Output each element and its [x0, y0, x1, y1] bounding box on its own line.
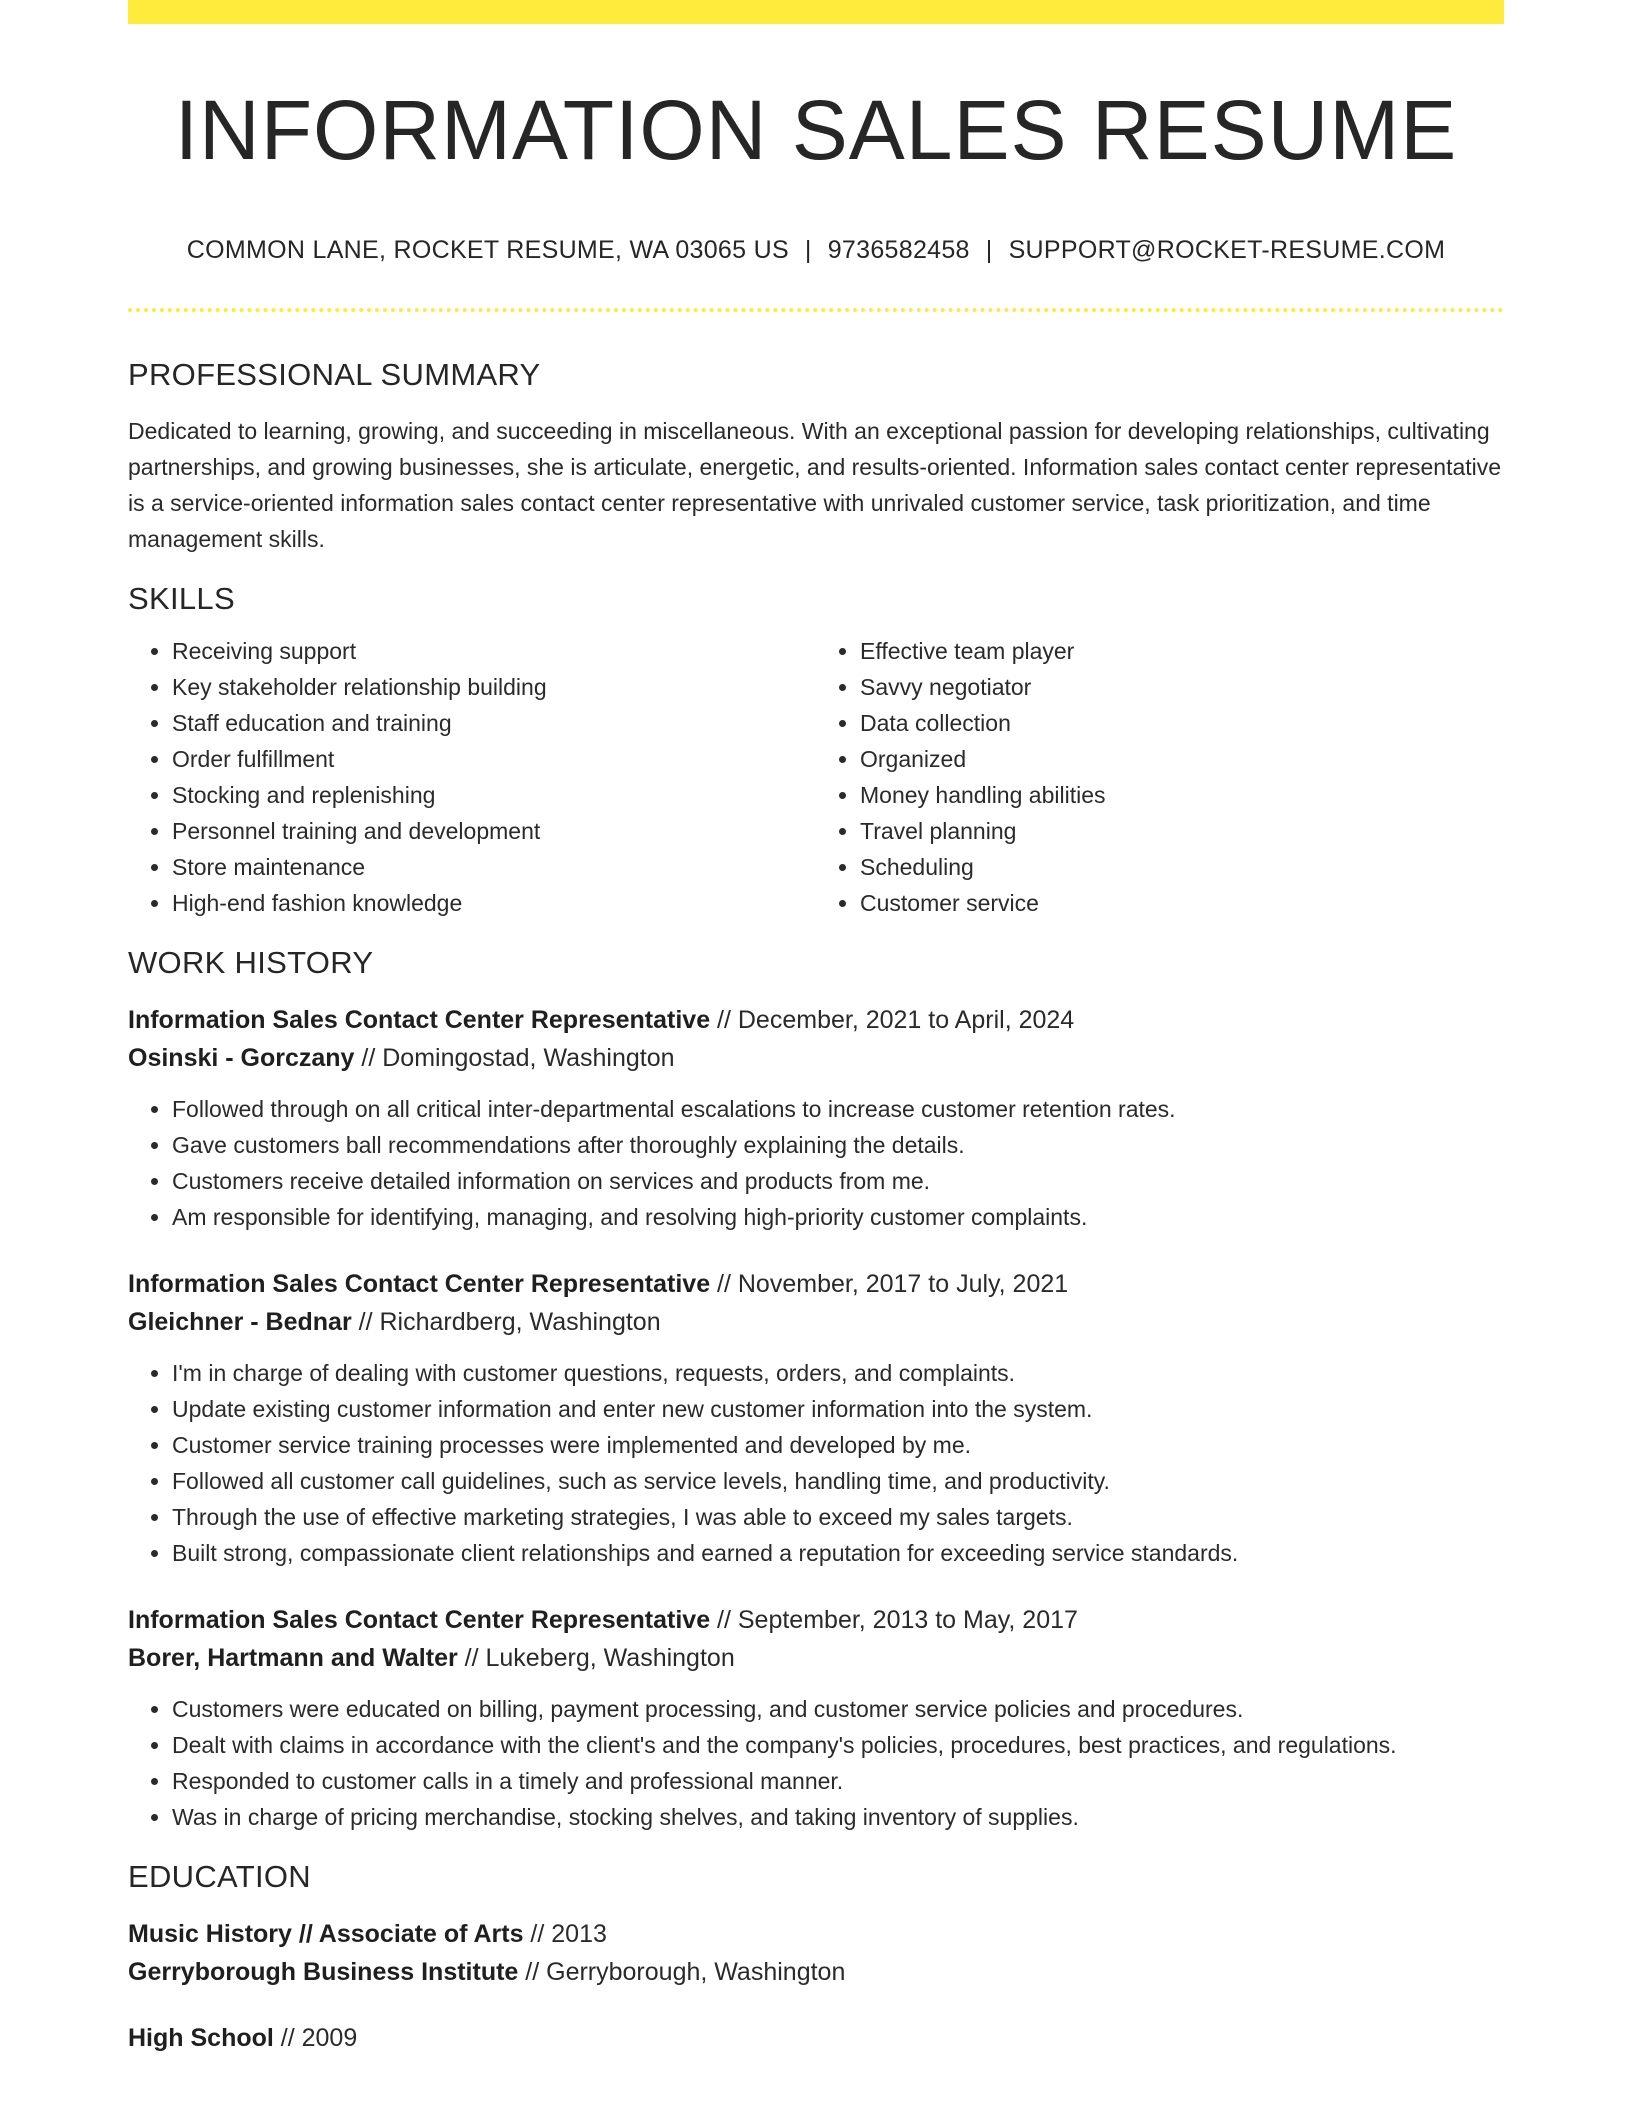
skill-item: • High-end fashion knowledge — [172, 885, 816, 921]
job-title: Information Sales Contact Center Representative — [128, 1006, 711, 1034]
skills-list-left — [128, 633, 816, 921]
education-location: // Gerryborough, Washington — [518, 1958, 846, 1986]
skill-item: • Receiving support — [172, 633, 816, 669]
job-company: Osinski - Gorczany — [128, 1044, 355, 1072]
job-bullet: • Responded to customer calls in a timely and professional manner. — [172, 1763, 1504, 1799]
job-title-line — [128, 1001, 1504, 1039]
job-dates: // September, 2013 to May, 2017 — [710, 1606, 1078, 1634]
education-school-line — [128, 1953, 1504, 1991]
job-bullet: • Through the use of effective marketing strategies, I was able to exceed my sales targets. — [172, 1499, 1504, 1535]
skill-item: • Effective team player — [860, 633, 1504, 669]
job-bullet: • Gave customers ball recommendations after thoroughly explaining the details. — [172, 1127, 1504, 1163]
job-title-line — [128, 1265, 1504, 1303]
job-entry — [128, 1001, 1504, 1235]
job-bullet: • Customer service training processes were implemented and developed by me. — [172, 1427, 1504, 1463]
summary-heading: PROFESSIONAL SUMMARY — [128, 357, 541, 392]
resume-title: INFORMATION SALES RESUME — [174, 83, 1458, 177]
skill-item: • Money handling abilities — [860, 777, 1504, 813]
job-bullet: • Followed through on all critical inter-departmental escalations to increase customer retention rates. — [172, 1091, 1504, 1127]
work-heading: WORK HISTORY — [128, 945, 374, 980]
skill-item: • Customer service — [860, 885, 1504, 921]
contact-email[interactable]: SUPPORT@ROCKET-RESUME.COM — [1008, 236, 1446, 264]
job-bullet: • Customers were educated on billing, payment processing, and customer service policies and procedures. — [172, 1691, 1504, 1727]
job-bullets — [128, 1091, 1504, 1235]
skill-item: • Data collection — [860, 705, 1504, 741]
education-entry — [128, 2019, 1504, 2057]
job-dates: // December, 2021 to April, 2024 — [710, 1006, 1075, 1034]
job-company-line — [128, 1039, 1504, 1077]
job-company: Borer, Hartmann and Walter — [128, 1644, 458, 1672]
skills-heading: SKILLS — [128, 581, 235, 616]
summary-section — [128, 355, 1504, 557]
job-bullet: • Dealt with claims in accordance with the client's and the company's policies, procedures, best practices, and regulations. — [172, 1727, 1504, 1763]
job-company: Gleichner - Bednar — [128, 1308, 352, 1336]
skill-item: • Savvy negotiator — [860, 669, 1504, 705]
contact-line — [128, 236, 1504, 265]
resume-content — [128, 355, 1504, 2057]
skill-item: • Scheduling — [860, 849, 1504, 885]
skill-item: • Order fulfillment — [172, 741, 816, 777]
job-bullet: • Followed all customer call guidelines, such as service levels, handling time, and productivity. — [172, 1463, 1504, 1499]
skill-item: • Organized — [860, 741, 1504, 777]
job-bullets — [128, 1691, 1504, 1835]
education-degree: Music History // Associate of Arts — [128, 1920, 524, 1948]
job-bullets — [128, 1355, 1504, 1571]
accent-top-bar — [128, 0, 1504, 24]
summary-text: Dedicated to learning, growing, and succeeding in miscellaneous. With an exceptional passion for developing relationships, cultivating partnerships, and growing businesses, she is articulate, energetic, and results-oriented. Information sales contact center representative is a service-oriented information sales contact center representative with unrivaled customer service, task prioritization, and time management skills. — [128, 418, 1502, 552]
education-degree-line — [128, 1915, 1504, 1953]
skills-columns — [128, 633, 1504, 921]
skills-list-right — [816, 633, 1504, 921]
education-heading: EDUCATION — [128, 1859, 311, 1894]
job-bullet: • Was in charge of pricing merchandise, stocking shelves, and taking inventory of supplies. — [172, 1799, 1504, 1835]
job-bullet: • Am responsible for identifying, managing, and resolving high-priority customer complaints. — [172, 1199, 1504, 1235]
contact-address: COMMON LANE, ROCKET RESUME, WA 03065 US — [186, 236, 789, 264]
education-degree-line — [128, 2019, 1504, 2057]
skill-item: • Store maintenance — [172, 849, 816, 885]
job-bullet: • Built strong, compassionate client relationships and earned a reputation for exceeding service standards. — [172, 1535, 1504, 1571]
job-bullet: • Update existing customer information and enter new customer information into the system. — [172, 1391, 1504, 1427]
education-school: Gerryborough Business Institute — [128, 1958, 519, 1986]
job-title: Information Sales Contact Center Representative — [128, 1270, 711, 1298]
contact-separator: | — [985, 236, 993, 264]
contact-phone[interactable]: 9736582458 — [827, 236, 970, 264]
education-entry — [128, 1915, 1504, 1991]
skill-item: • Travel planning — [860, 813, 1504, 849]
job-entry — [128, 1265, 1504, 1571]
job-dates: // November, 2017 to July, 2021 — [710, 1270, 1069, 1298]
skill-item: • Personnel training and development — [172, 813, 816, 849]
job-bullet: • Customers receive detailed information on services and products from me. — [172, 1163, 1504, 1199]
skill-item: • Key stakeholder relationship building — [172, 669, 816, 705]
skill-item: • Stocking and replenishing — [172, 777, 816, 813]
dotted-divider — [128, 308, 1504, 312]
education-year: // 2009 — [273, 2024, 358, 2052]
job-entry — [128, 1601, 1504, 1835]
education-year: // 2013 — [523, 1920, 607, 1948]
education-degree: High School — [128, 2024, 274, 2052]
job-bullet: • I'm in charge of dealing with customer questions, requests, orders, and complaints. — [172, 1355, 1504, 1391]
job-location: // Richardberg, Washington — [351, 1308, 661, 1336]
skills-section — [128, 579, 1504, 921]
education-section — [128, 1857, 1504, 2057]
job-company-line — [128, 1303, 1504, 1341]
contact-separator: | — [804, 236, 812, 264]
skill-item: • Staff education and training — [172, 705, 816, 741]
job-title-line — [128, 1601, 1504, 1639]
job-title: Information Sales Contact Center Representative — [128, 1606, 711, 1634]
job-company-line — [128, 1639, 1504, 1677]
job-location: // Domingostad, Washington — [354, 1044, 675, 1072]
job-location: // Lukeberg, Washington — [457, 1644, 735, 1672]
work-history-section — [128, 943, 1504, 1835]
